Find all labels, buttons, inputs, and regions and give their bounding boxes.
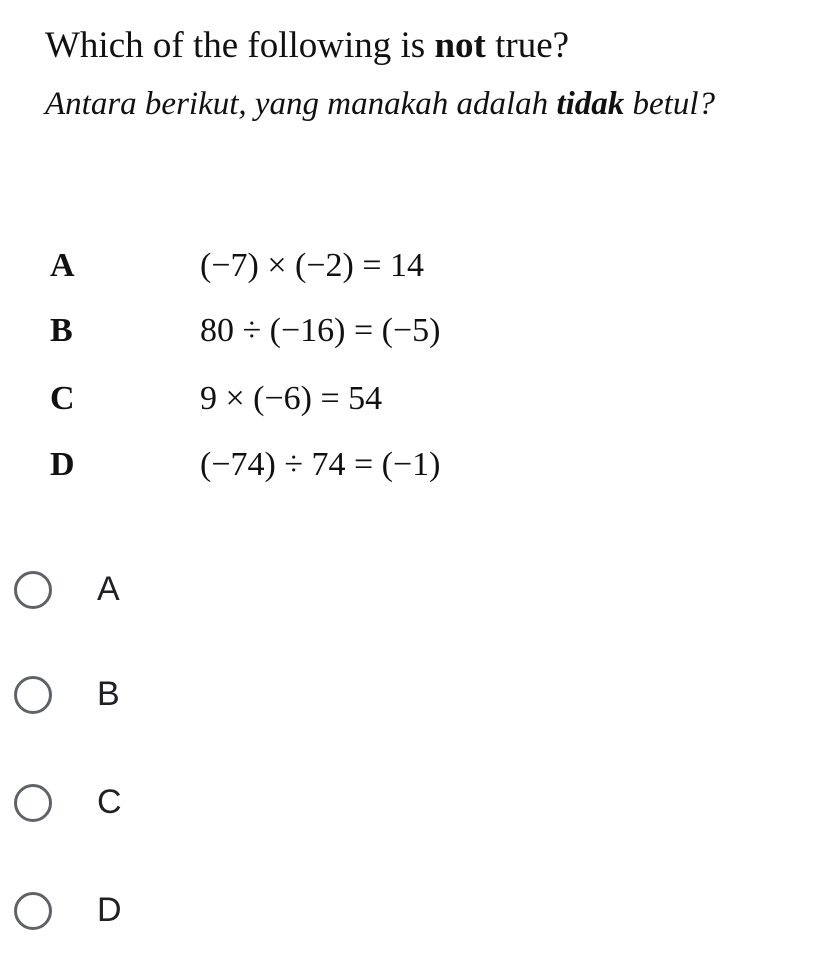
choice-d[interactable] <box>0 868 839 960</box>
option-expression-a: (−7) × (−2) = 14 <box>200 247 424 284</box>
radio-button-b[interactable] <box>14 676 52 714</box>
question-english <box>45 22 569 70</box>
option-expression-d: (−74) ÷ 74 = (−1) <box>200 446 441 483</box>
choice-label-b: B <box>97 675 120 713</box>
choice-label-d: D <box>97 891 122 929</box>
choice-b[interactable] <box>0 652 839 744</box>
option-expression-b: 80 ÷ (−16) = (−5) <box>200 312 441 349</box>
radio-button-d[interactable] <box>14 892 52 930</box>
option-expression-c: 9 × (−6) = 54 <box>200 380 383 417</box>
option-letter-d: D <box>50 446 75 483</box>
question-english-text-1: Which of the following is <box>45 25 435 66</box>
radio-button-c[interactable] <box>14 784 52 822</box>
question-malay-text-2: betul? <box>624 86 716 122</box>
choice-label-c: C <box>97 783 122 821</box>
question-english-text-2: true? <box>485 25 570 66</box>
question-english-emphasis: not <box>434 25 486 66</box>
choice-c[interactable] <box>0 760 839 852</box>
choice-label-a: A <box>97 570 120 608</box>
question-malay-emphasis: tidak <box>556 86 625 122</box>
question-malay <box>45 80 825 128</box>
option-letter-b: B <box>50 312 73 349</box>
question-malay-text-1: Antara berikut, yang manakah adalah <box>45 86 557 122</box>
option-letter-c: C <box>50 380 75 417</box>
option-letter-a: A <box>50 247 75 284</box>
choice-a[interactable] <box>0 547 839 639</box>
radio-button-a[interactable] <box>14 571 52 609</box>
